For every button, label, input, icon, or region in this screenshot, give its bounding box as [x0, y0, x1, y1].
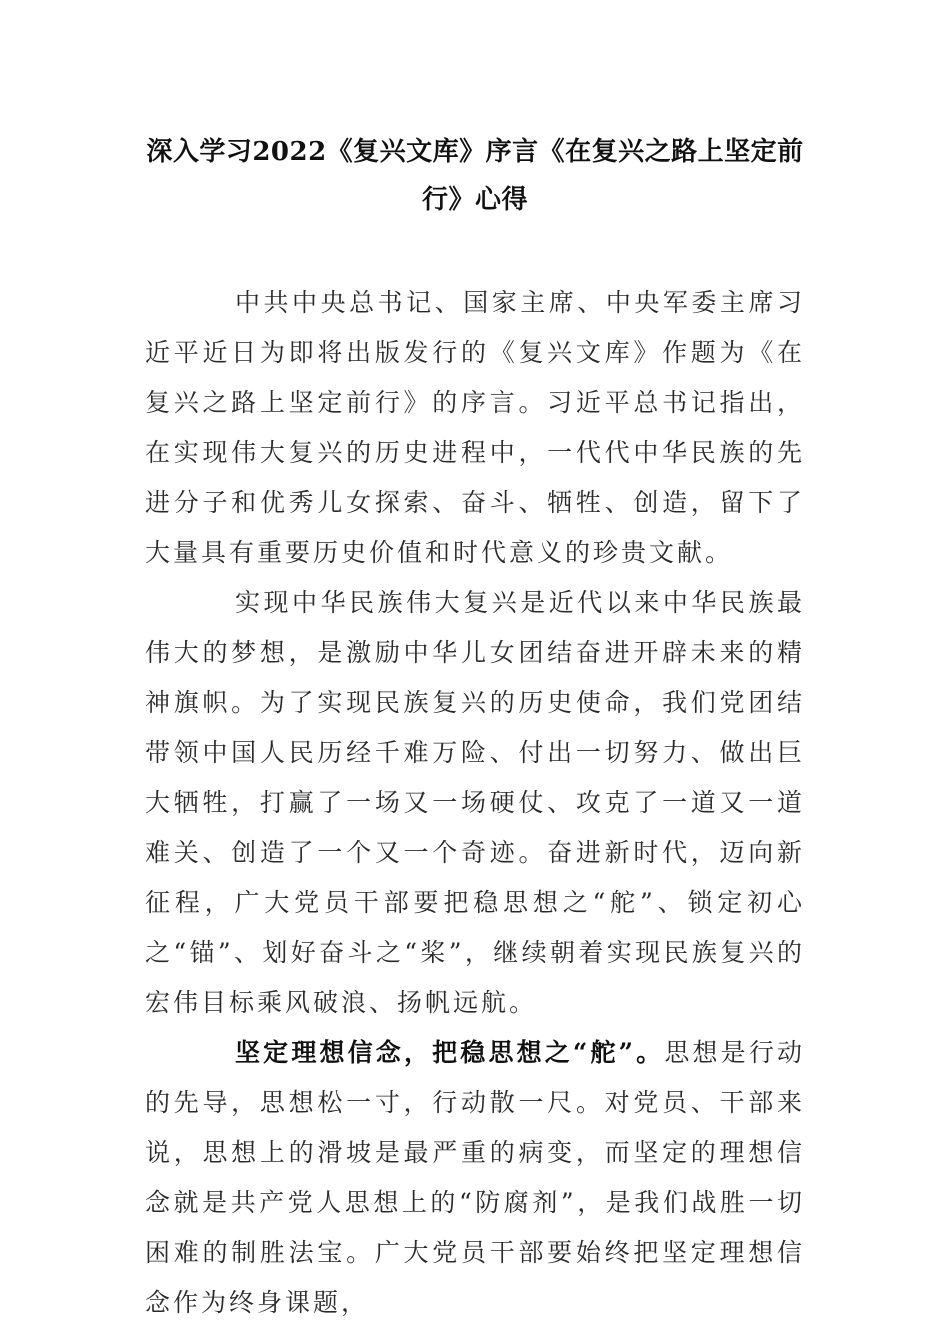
paragraph-3-text: 思想是行动的先导，思想松一寸，行动散一尺。对党员、干部来说，思想上的滑坡是最严重的病变，而坚定的理想信念就是共产党人思想上的“防腐剂”，是我们战胜一切困难的制胜法宝。广大党员干部要始终把坚定理想信念作为终身课题， — [145, 1038, 805, 1317]
paragraph-1 — [145, 278, 805, 578]
paragraph-2-text: 实现中华民族伟大复兴是近代以来中华民族最伟大的梦想，是激励中华儿女团结奋进开辟未来的精神旗帜。为了实现民族复兴的历史使命，我们党团结带领中国人民历经千难万险、付出一切努力、做出巨大牺牲，打赢了一场又一场硬仗、攻克了一道又一道难关、创造了一个又一个奇迹。奋进新时代，迈向新征程，广大党员干部要把稳思想之“舵”、锁定初心之“锚”、划好奋斗之“桨”，继续朝着实现民族复兴的宏伟目标乘风破浪、扬帆远航。 — [145, 588, 805, 1017]
paragraph-3 — [145, 1028, 805, 1328]
document-title: 深入学习2022《复兴文库》序言《在复兴之路上坚定前行》心得 — [146, 137, 804, 215]
paragraph-2 — [145, 578, 805, 1028]
paragraph-3-lead: 坚定理想信念，把稳思想之“舵”。 — [235, 1038, 665, 1067]
paragraph-1-text: 中共中央总书记、国家主席、中央军委主席习近平近日为即将出版发行的《复兴文库》作题为《在复兴之路上坚定前行》的序言。习近平总书记指出，在实现伟大复兴的历史进程中，一代代中华民族的先进分子和优秀儿女探索、奋斗、牺牲、创造，留下了大量具有重要历史价值和时代意义的珍贵文献。 — [145, 288, 805, 567]
document-body — [145, 278, 805, 1328]
